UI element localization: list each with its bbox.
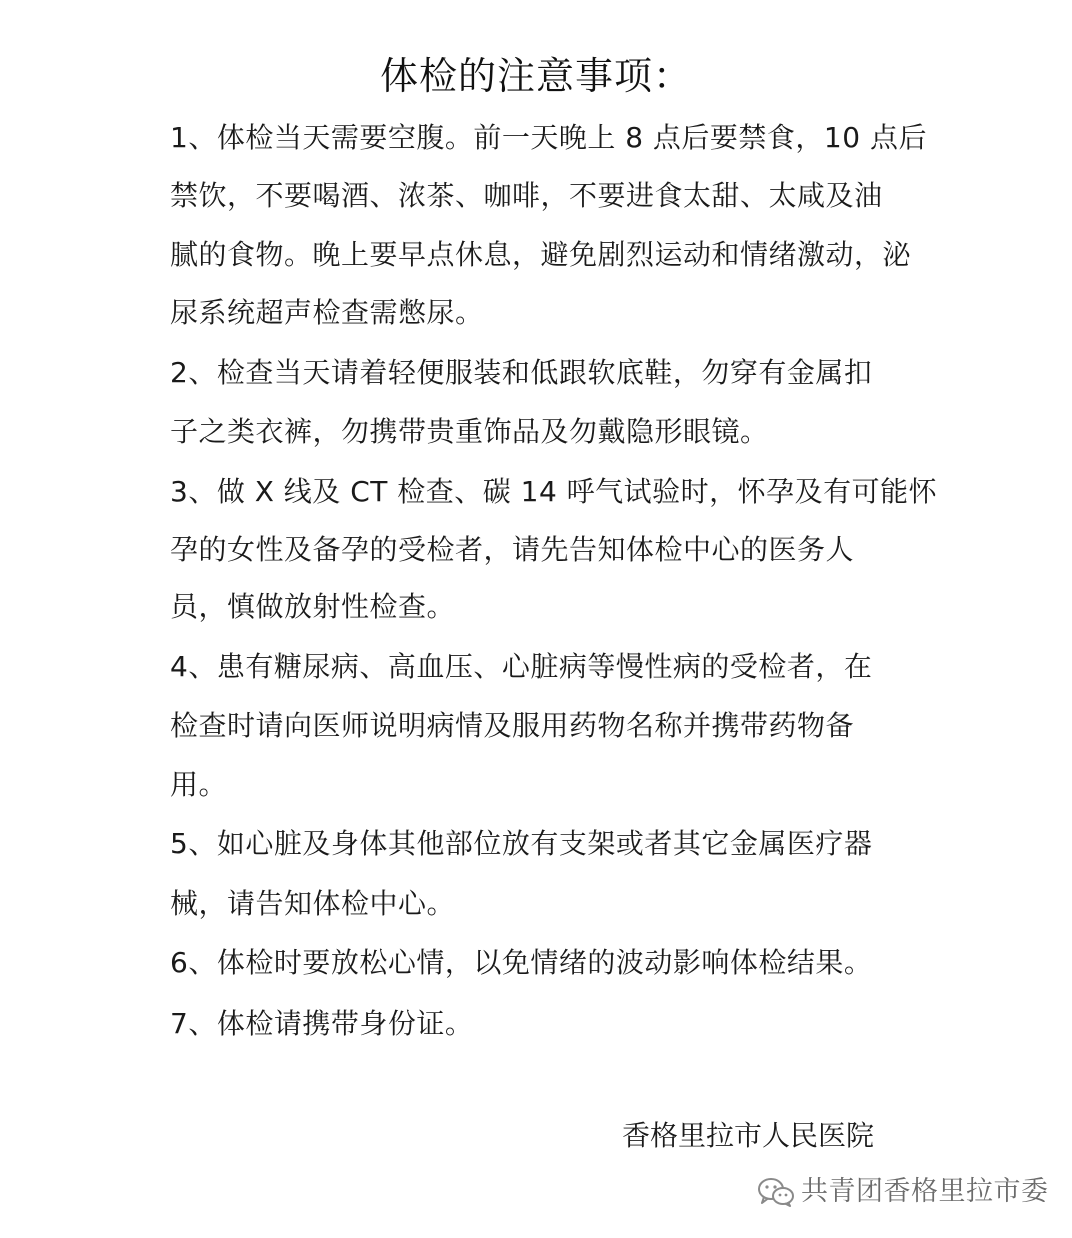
watermark: [757, 1172, 1049, 1212]
text-line: 孕的女性及备孕的受检者，请先告知体检中心的医务人: [170, 533, 855, 566]
text-line: 1、体检当天需要空腹。前一天晚上 8 点后要禁食，10 点后: [170, 121, 927, 154]
page-title: 体检的注意事项：: [379, 54, 692, 98]
text-line: 员，慎做放射性检查。: [170, 590, 456, 623]
text-line: 6、体检时要放松心情，以免情绪的波动影响体检结果。: [170, 946, 873, 979]
text-line: 尿系统超声检查需憋尿。: [170, 296, 484, 329]
text-line: 械，请告知体检中心。: [170, 887, 456, 920]
text-line: 4、患有糖尿病、高血压、心脏病等慢性病的受检者，在: [170, 650, 873, 683]
signature: 香格里拉市人民医院: [622, 1119, 875, 1152]
text-line: 腻的食物。晚上要早点休息，避免剧烈运动和情绪激动，泌: [170, 238, 912, 271]
text-line: 禁饮，不要喝酒、浓茶、咖啡，不要进食太甜、太咸及油: [170, 179, 883, 212]
text-line: 5、如心脏及身体其他部位放有支架或者其它金属医疗器: [170, 827, 873, 860]
wechat-icon: [757, 1177, 795, 1207]
text-line: 7、体检请携带身份证。: [170, 1007, 474, 1040]
watermark-text: 共青团香格里拉市委: [801, 1176, 1049, 1207]
text-line: 用。: [170, 768, 228, 801]
text-line: 3、做 X 线及 CT 检查、碳 14 呼气试验时，怀孕及有可能怀: [170, 475, 938, 508]
text-line: 检查时请向医师说明病情及服用药物名称并携带药物备: [170, 709, 855, 742]
text-line: 子之类衣裤，勿携带贵重饰品及勿戴隐形眼镜。: [170, 415, 769, 448]
text-line: 2、检查当天请着轻便服装和低跟软底鞋，勿穿有金属扣: [170, 356, 873, 389]
